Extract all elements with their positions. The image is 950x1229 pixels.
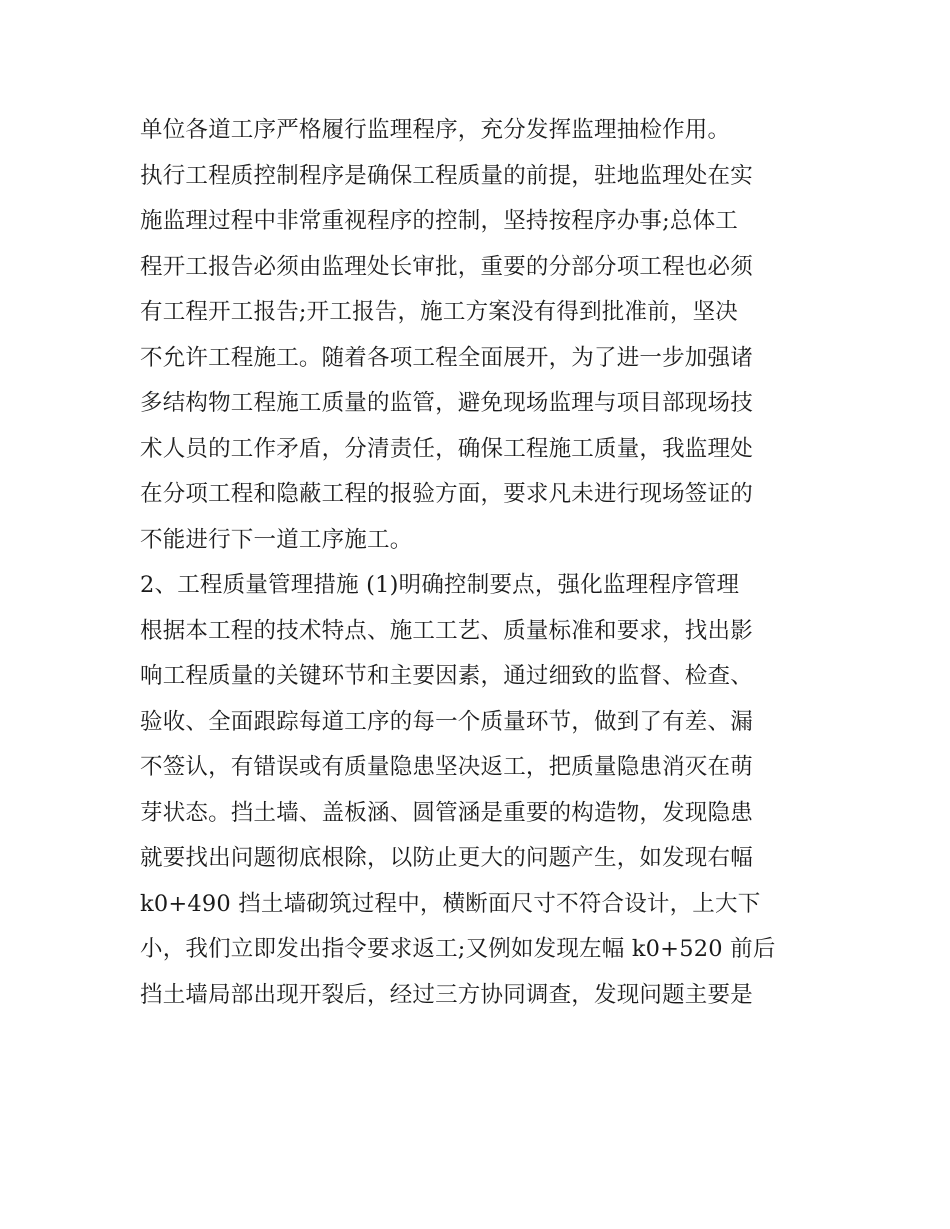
text-line: 芽状态。挡土墙、盖板涵、圆管涵是重要的构造物，发现隐患 — [140, 799, 753, 826]
text-line: k0+490 挡土墙砌筑过程中，横断面尺寸不符合设计，上大下 — [140, 890, 761, 917]
text-line: 在分项工程和隐蔽工程的报验方面，要求凡未进行现场签证的 — [140, 481, 753, 507]
text-line: 不允许工程施工。随着各项工程全面展开，为了进一步加强诸 — [140, 344, 753, 371]
body-text — [140, 108, 830, 1018]
text-line: 不能进行下一道工序施工。 — [140, 526, 413, 553]
text-line: 执行工程质控制程序是确保工程质量的前提，驻地监理处在实 — [140, 162, 753, 189]
text-line: 响工程质量的关键环节和主要因素，通过细致的监督、检查、 — [140, 663, 753, 689]
text-line: 施监理过程中非常重视程序的控制，坚持按程序办事;总体工 — [140, 208, 738, 234]
text-line: 术人员的工作矛盾，分清责任，确保工程施工质量，我监理处 — [140, 435, 753, 462]
text-line: 就要找出问题彻底根除，以防止更大的问题产生，如发现右幅 — [140, 845, 753, 871]
text-line: 小，我们立即发出指令要求返工;又例如发现左幅 k0+520 前后 — [140, 936, 776, 962]
text-line: 程开工报告必须由监理处长审批，重要的分部分项工程也必须 — [140, 253, 753, 280]
text-line: 单位各道工序严格履行监理程序，充分发挥监理抽检作用。 — [140, 117, 731, 143]
text-line: 不签认，有错误或有质量隐患坚决返工，把质量隐患消灭在萌 — [140, 754, 753, 780]
text-line: 多结构物工程施工质量的监管，避免现场监理与项目部现场技 — [140, 390, 753, 416]
text-line: 挡土墙局部出现开裂后，经过三方协同调查，发现问题主要是 — [140, 981, 753, 1008]
section-heading: 2、工程质量管理措施 (1)明确控制要点，强化监理程序管理 — [140, 572, 740, 598]
text-line: 有工程开工报告;开工报告，施工方案没有得到批准前，坚决 — [140, 299, 738, 325]
text-line: 根据本工程的技术特点、施工工艺、质量标准和要求，找出影 — [140, 617, 753, 644]
text-line: 验收、全面跟踪每道工序的每一个质量环节，做到了有差、漏 — [140, 708, 753, 735]
